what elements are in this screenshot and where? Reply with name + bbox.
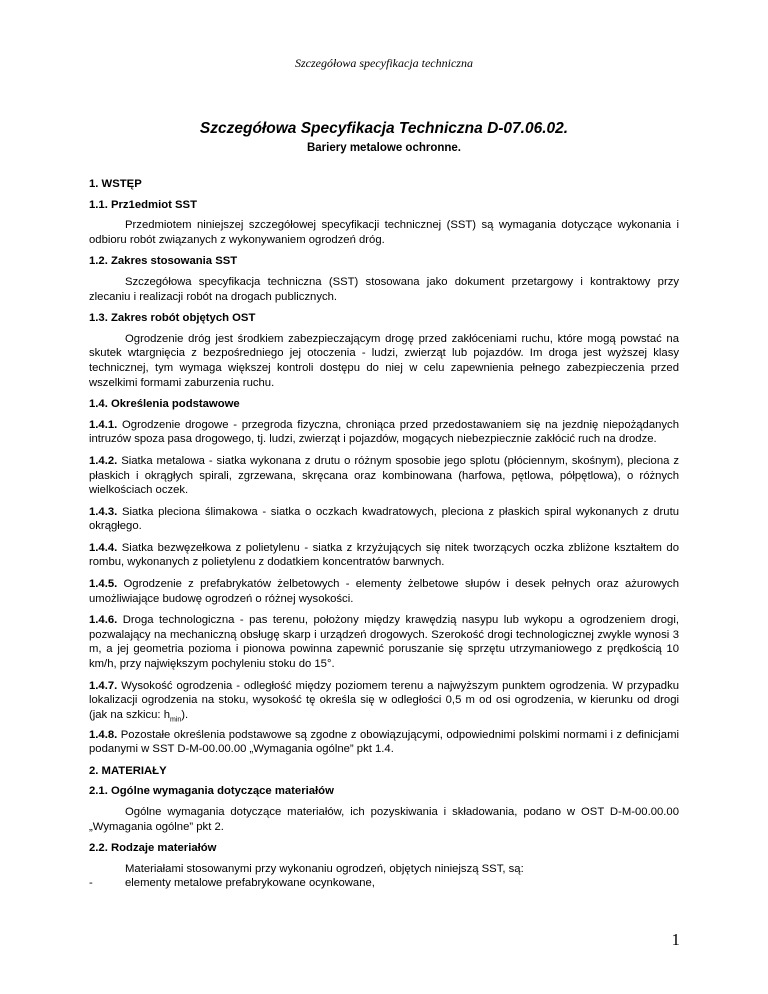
paragraph-1-3: Ogrodzenie dróg jest środkiem zabezpieczającym drogę przed zakłóceniami ruchu, które mogą powstać na skutek wtargnięcia z bezpośredniego jej otoczenia - ludzi, zwierząt lub pojazdów. Im droga jest wyższej klasy technicznej, tym wymaga większej kontroli dostępu do niej w celu zapewnienia pełnego zabezpieczenia przed wszelkimi formami zaburzenia ruchu. — [89, 332, 679, 389]
definition-number: 1.4.1. — [89, 418, 118, 431]
definition-text: Droga technologiczna - pas terenu, położony między krawędzią nasypu lub wykopu a ogrodzeniem drogi, pozwalający na mechaniczną obsługę skarp i urządzeń drogowych. Szerokość drogi technologicznej zwykle wynosi 3 m, a jej geometria pozioma i pionowa powinna zapewnić poruszanie się sprzętu utrzymaniowego z prędkością 10 km/h, przy największym pochyleniu stoku do 15°. — [89, 614, 679, 671]
paragraph-1-1: Przedmiotem niniejszej szczegółowej specyfikacji technicznej (SST) są wymagania dotyczące wykonania i odbioru robót związanych z wykonywaniem ogrodzeń dróg. — [89, 219, 679, 246]
definition-number: 1.4.8. — [89, 728, 118, 741]
document-subtitle: Bariery metalowe ochronne. — [306, 142, 462, 154]
definition-1-4-8 — [89, 728, 679, 757]
definition-text: Siatka bezwęzełkowa z polietylenu - siatka z krzyżujących się nitek tworzących oczka zbliżone kształtem do rombu, wykonanych z polietylenu z dodatkiem koncentratów barwnych. — [89, 541, 679, 569]
section-heading-2: 2. MATERIAŁY — [89, 764, 167, 777]
definition-1-4-1 — [89, 418, 679, 447]
list-item-text: elementy metalowe prefabrykowane ocynkowane, — [125, 877, 375, 890]
definition-number: 1.4.2. — [89, 454, 118, 467]
definition-1-4-6 — [89, 613, 679, 671]
subscript-min: min — [170, 716, 182, 724]
definition-text: Siatka pleciona ślimakowa - siatka o oczkach kwadratowych, pleciona z płaskich spiral wykonanych z drutu okrągłego. — [89, 505, 679, 533]
section-heading-1-4: 1.4. Określenia podstawowe — [89, 398, 240, 411]
section-heading-2-1: 2.1. Ogólne wymagania dotyczące materiałów — [89, 785, 334, 798]
definition-number: 1.4.6. — [89, 614, 118, 627]
paragraph-1-2: Szczegółowa specyfikacja techniczna (SST) stosowana jako dokument przetargowy i kontraktowy przy zlecaniu i realizacji robót na drogach publicznych. — [89, 275, 679, 303]
definition-1-4-2 — [89, 454, 679, 498]
definition-text: Wysokość ogrodzenia - odległość między poziomem terenu a najwyższym punktem ogrodzenia. W przypadku lokalizacji ogrodzenia na stoku, wysokość tę określa się w odległości 0,5 m od osi ogrodzenia, w kierunku od drogi (jak na szkicu: h — [89, 679, 679, 721]
list-item — [89, 876, 679, 891]
section-heading-1: 1. WSTĘP — [89, 178, 142, 190]
document-body — [89, 177, 679, 897]
definition-text: Siatka metalowa - siatka wykonana z drutu o różnym sposobie jego splotu (płóciennym, skośnym), pleciona z płaskich i okrągłych spirali, zgrzewana, skręcana oraz kombinowana (harfowa, pętlowa, półpętlowa), o różnych wielkościach oczek. — [89, 454, 679, 497]
definition-1-4-3 — [89, 505, 679, 534]
definition-text: Ogrodzenie z prefabrykatów żelbetowych - elementy żelbetowe słupów i desek pełnych oraz ażurowych umożliwiające budowę ogrodzeń o różnej wysokości. — [89, 578, 679, 605]
page-number: 1 — [671, 930, 680, 949]
definition-1-4-4 — [89, 541, 679, 570]
definition-text: Ogrodzenie drogowe - przegroda fizyczna, chroniąca przed przedostawaniem się na jezdnię niepożądanych intruzów spoza pasa drogowego, tj. ludzi, zwierząt i pojazdów, mogących niebezpiecznie zakłócić ruch na drodze. — [89, 418, 679, 446]
definition-text-end: ). — [181, 708, 189, 721]
section-heading-1-2: 1.2. Zakres stosowania SST — [89, 255, 238, 268]
definition-number: 1.4.4. — [89, 541, 118, 554]
definition-1-4-7 — [89, 679, 679, 728]
definition-1-4-5 — [89, 577, 679, 606]
definition-number: 1.4.3. — [89, 505, 118, 518]
section-heading-1-3: 1.3. Zakres robót objętych OST — [89, 312, 256, 325]
definition-number: 1.4.5. — [89, 578, 118, 591]
section-heading-1-1: 1.1. Prz1edmiot SST — [89, 198, 197, 211]
running-header: Szczegółowa specyfikacja techniczna — [295, 56, 473, 70]
paragraph-2-2: Materiałami stosowanymi przy wykonaniu ogrodzeń, objętych niniejszą SST, są: — [125, 862, 524, 875]
definition-number: 1.4.7. — [89, 679, 118, 692]
paragraph-2-1: Ogólne wymagania dotyczące materiałów, ich pozyskiwania i składowania, podano w OST D-M-00.00.00 „Wymagania ogólne” pkt 2. — [89, 806, 679, 833]
definition-text: Pozostałe określenia podstawowe są zgodne z obowiązującymi, odpowiednimi polskimi normami i z definicjami podanymi w SST D-M-00.00.00 „Wymagania ogólne” pkt 1.4. — [89, 728, 679, 756]
list-dash: - — [89, 877, 93, 890]
section-heading-2-2: 2.2. Rodzaje materiałów — [89, 842, 217, 855]
document-title: Szczegółowa Specyfikacja Techniczna D-07.06.02. — [199, 120, 569, 137]
